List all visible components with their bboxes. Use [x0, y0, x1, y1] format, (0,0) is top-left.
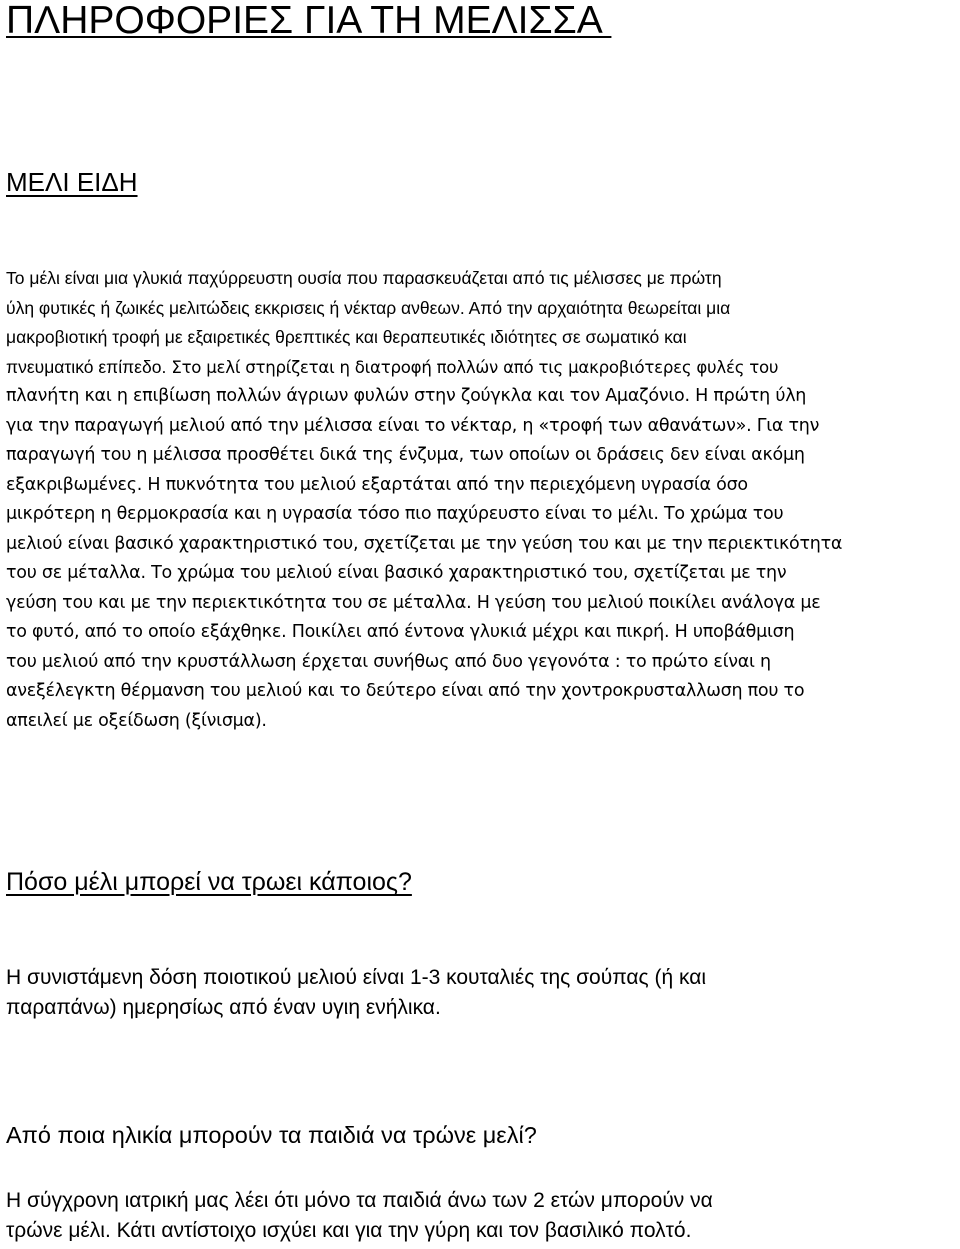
paragraph-line: Η σύγχρονη ιατρική μας λέει ότι μόνο τα παιδιά άνω των 2 ετών μπορούν να: [6, 1189, 713, 1212]
paragraph-line: εξακριβωμένες. Η πυκνότητα του μελιού εξαρτάται από την περιεχόμενη υγρασία όσο: [6, 474, 748, 495]
paragraph-line: Η συνιστάμενη δόση ποιοτικού μελιού είναι 1-3 κουταλιές της σούπας (ή και: [6, 966, 707, 989]
paragraph-line-part: Στο μελί στηρίζεται η διατροφή πολλών από τις μακροβιότερες φυλές του: [166, 357, 779, 377]
paragraph-line-part: πνευματικό επίπεδο.: [6, 356, 167, 377]
section-body-honey-types: [6, 264, 954, 736]
page-title: ΠΛΗΡΟΦΟΡΙΕΣ ΓΙΑ ΤΗ ΜΕΛΙΣΣΑ: [6, 0, 612, 42]
paragraph-line: του σε μέταλλα. Το χρώμα του μελιού είναι βασικό χαρακτηριστικό του, σχετίζεται με την: [6, 563, 787, 583]
section-heading-how-much-honey: Πόσο μέλι μπορεί να τρωει κάποιος?: [6, 868, 412, 896]
paragraph-line: για την παραγωγή μελιού από την μέλισσα είναι το νέκταρ, η «τροφή των αθανάτων». Για την: [6, 415, 820, 436]
section-body-children-age: [6, 1186, 954, 1246]
paragraph-line: Το μέλι είναι μια γλυκιά παχύρρευστη ουσία που παρασκευάζεται από τις μέλισσες με πρώτη: [6, 268, 722, 288]
paragraph-line: μακροβιοτική τροφή με εξαιρετικές θρεπτικές και θεραπευτικές ιδιότητες σε σωματικό και: [6, 327, 687, 347]
paragraph-line: πλανήτη και η επιβίωση πολλών άγριων φυλών στην ζούγκλα και τον Αμαζόνιο. Η πρώτη ύλη: [6, 386, 807, 406]
paragraph-line: τρώνε μέλι. Κάτι αντίστοιχο ισχύει και για την γύρη και τον βασιλικό πολτό.: [6, 1219, 692, 1242]
paragraph-line: απειλεί με οξείδωση (ξίνισμα).: [6, 710, 267, 731]
section-heading-honey-types: ΜΕΛΙ ΕΙΔΗ: [6, 167, 138, 197]
paragraph-line: το φυτό, από το οποίο εξάχθηκε. Ποικίλει από έντονα γλυκιά μέχρι και πικρή. Η υποβάθμιση: [6, 622, 795, 642]
paragraph-line: μικρότερη η θερμοκρασία και η υγρασία τόσο πιο παχύρευστο είναι το μέλι. Το χρώμα του: [6, 504, 784, 524]
paragraph-line: μελιού είναι βασικό χαρακτηριστικό του, σχετίζεται με την γεύση του και με την περιεκτικότητα: [6, 533, 843, 554]
section-heading-children-age: Από ποια ηλικία μπορούν τα παιδιά να τρώνε μελί?: [6, 1122, 537, 1148]
paragraph-line: [6, 353, 954, 383]
paragraph-line: παραπάνω) ημερησίως από έναν υγιη ενήλικα.: [6, 996, 441, 1019]
paragraph-line: παραγωγή του η μέλισσα προσθέτει δικά της ένζυμα, των οποίων οι δράσεις δεν είναι ακόμη: [6, 445, 805, 465]
paragraph-line: γεύση του και με την περιεκτικότητα του σε μέταλλα. Η γεύση του μελιού ποικίλει ανάλογα με: [6, 592, 821, 613]
paragraph-line: ύλη φυτικές ή ζωικές μελιτώδεις εκκρισεις ή νέκταρ ανθεων. Από την αρχαιότητα θεωρείται μια: [6, 297, 731, 318]
paragraph-line: ανεξέλεγκτη θέρμανση του μελιού και το δεύτερο είναι από την χοντροκρυσταλλωση που το: [6, 681, 805, 701]
section-body-how-much-honey: [6, 963, 954, 1023]
paragraph-line: του μελιού από την κρυστάλλωση έρχεται συνήθως από δυο γεγονότα : το πρώτο είναι η: [6, 651, 771, 672]
